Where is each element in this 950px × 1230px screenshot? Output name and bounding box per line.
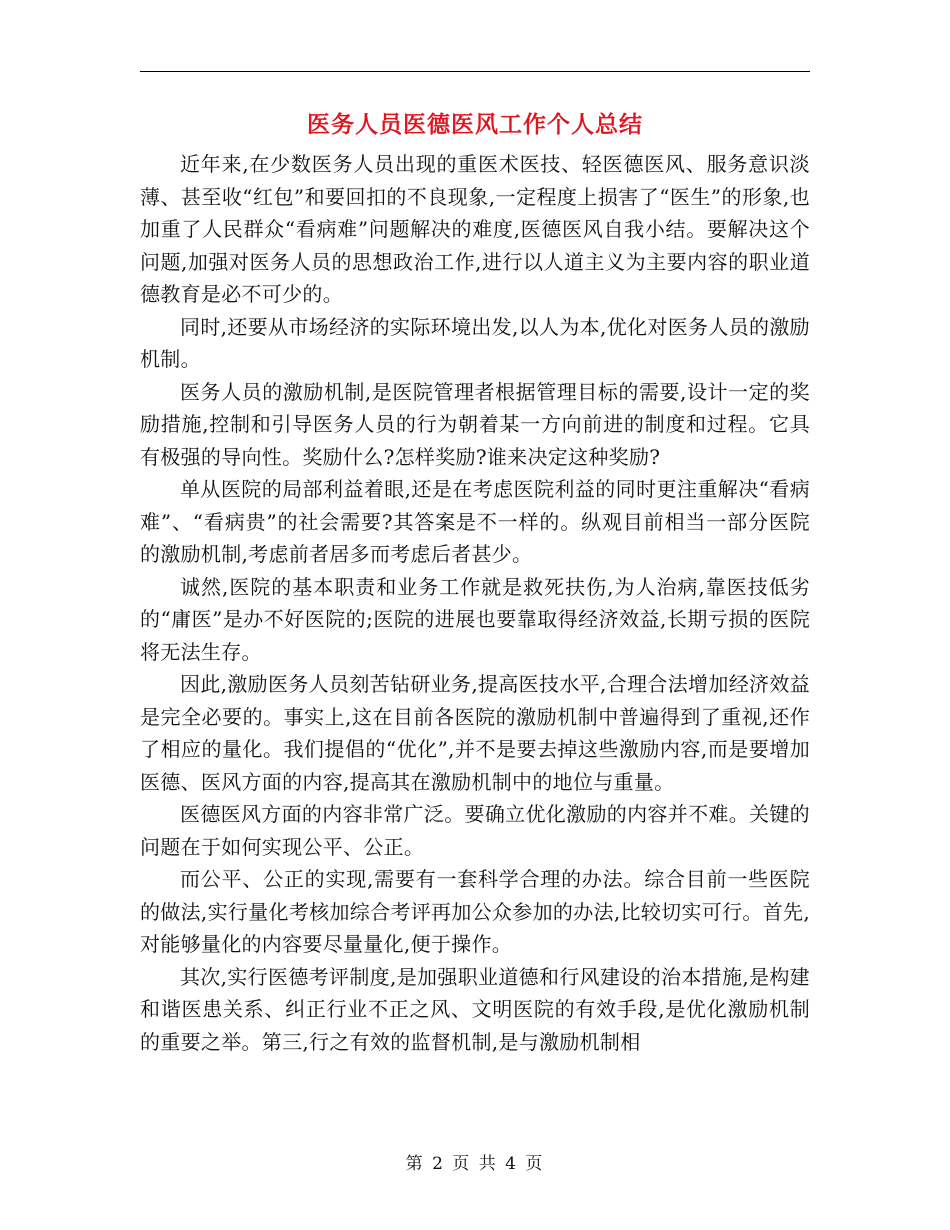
paragraph: 单从医院的局部利益着眼,还是在考虑医院利益的同时更注重解决“看病难”、“看病贵”的社会需要?其答案是不一样的。纵观目前相当一部分医院的激励机制,考虑前者居多而考虑后者甚少。 <box>140 477 810 566</box>
paragraph: 同时,还要从市场经济的实际环境出发,以人为本,优化对医务人员的激励机制。 <box>140 314 810 371</box>
paragraph: 近年来,在少数医务人员出现的重医术医技、轻医德医风、服务意识淡薄、甚至收“红包”和要回扣的不良现象,一定程度上损害了“医生”的形象,也加重了人民群众“看病难”问题解决的难度,医德医风自我小结。要解决这个问题,加强对医务人员的思想政治工作,进行以人道主义为主要内容的职业道德教育是必不可少的。 <box>140 152 810 306</box>
document-body <box>140 148 810 1058</box>
paragraph: 而公平、公正的实现,需要有一套科学合理的办法。综合目前一些医院的做法,实行量化考核加综合考评再加公众参加的办法,比较切实可行。首先,对能够量化的内容要尽量量化,便于操作。 <box>140 867 810 956</box>
document-title: 医务人员医德医风工作个人总结 <box>307 111 643 138</box>
header-rule <box>140 71 810 72</box>
page-number-footer: 第 2 页 共 4 页 <box>405 1154 545 1174</box>
paragraph: 其次,实行医德考评制度,是加强职业道德和行风建设的治本措施,是构建和谐医患关系、纠正行业不正之风、文明医院的有效手段,是优化激励机制的重要之举。第三,行之有效的监督机制,是与激励机制相 <box>140 964 810 1054</box>
paragraph: 医德医风方面的内容非常广泛。要确立优化激励的内容并不难。关键的问题在于如何实现公平、公正。 <box>140 802 810 859</box>
paragraph: 医务人员的激励机制,是医院管理者根据管理目标的需要,设计一定的奖励措施,控制和引导医务人员的行为朝着某一方向前进的制度和过程。它具有极强的导向性。奖励什么?怎样奖励?谁来决定这种奖励? <box>140 379 810 469</box>
paragraph: 诚然,医院的基本职责和业务工作就是救死扶伤,为人治病,靠医技低劣的“庸医”是办不好医院的;医院的进展也要靠取得经济效益,长期亏损的医院将无法生存。 <box>140 574 810 664</box>
paragraph: 因此,激励医务人员刻苦钻研业务,提高医技水平,合理合法增加经济效益是完全必要的。事实上,这在目前各医院的激励机制中普遍得到了重视,还作了相应的量化。我们提倡的“优化”,并不是要去掉这些激励内容,而是要增加医德、医风方面的内容,提高其在激励机制中的地位与重量。 <box>140 672 810 794</box>
